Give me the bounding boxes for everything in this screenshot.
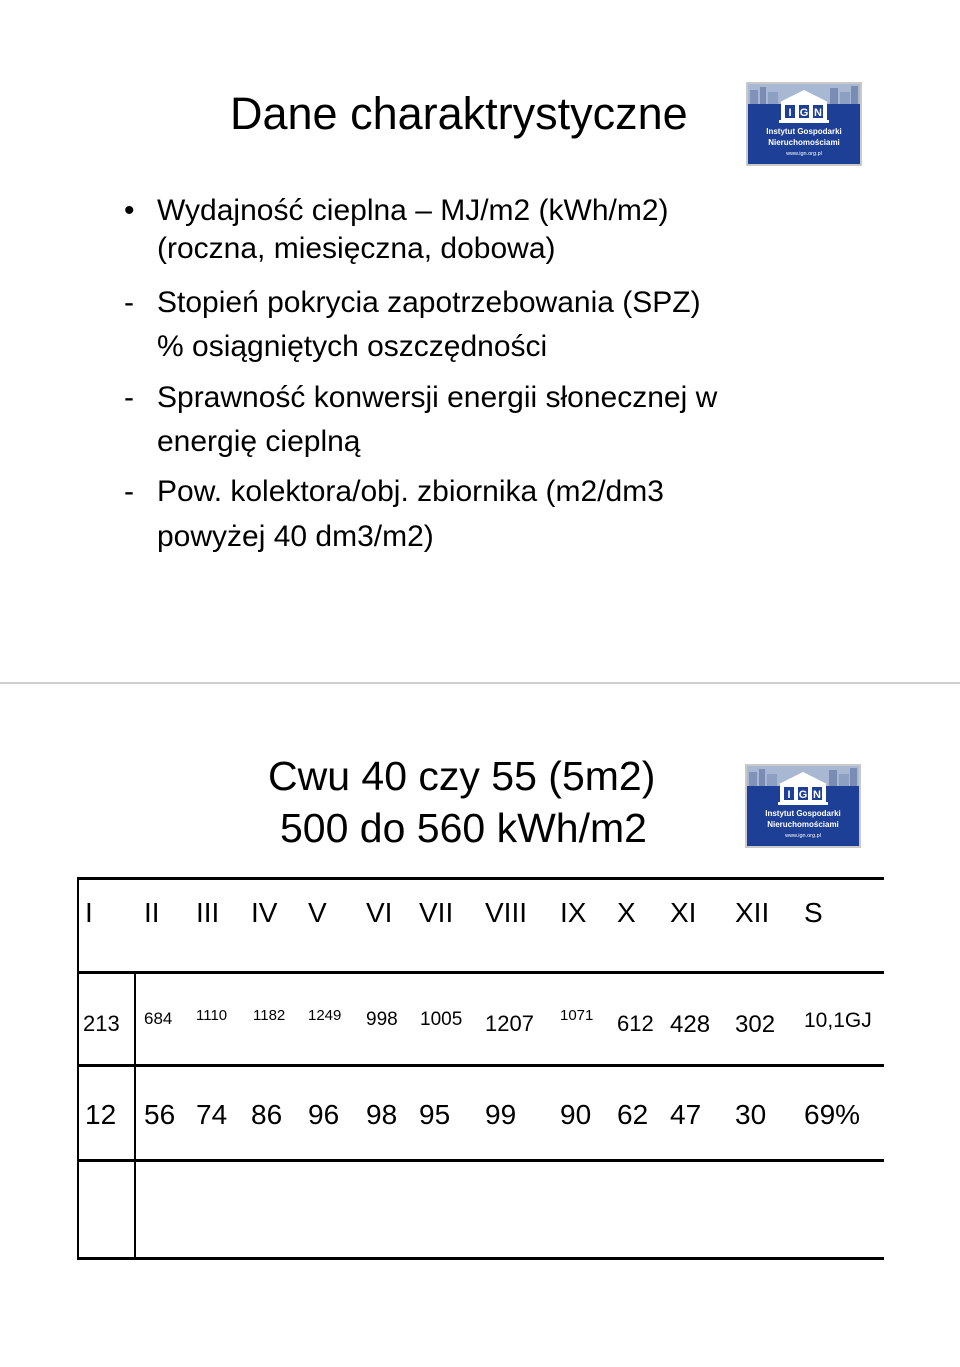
logo-line1: Instytut Gospodarki: [765, 809, 841, 818]
slide-characteristics: [0, 0, 960, 682]
bullet-text: powyżej 40 dm3/m2): [157, 520, 434, 553]
table-rule: [77, 971, 884, 974]
energy-cell: 1182: [253, 1007, 286, 1024]
percent-cell: 12: [85, 1099, 117, 1130]
energy-cell: 10,1GJ: [804, 1009, 872, 1032]
table-rule: [77, 877, 884, 880]
bullet-text: Wydajność cieplna – MJ/m2 (kWh/m2): [157, 194, 669, 227]
bullet-text: Pow. kolektora/obj. zbiornika (m2/dm3: [157, 475, 664, 508]
slide-cwu-table: [0, 684, 960, 1367]
energy-cell: 998: [366, 1009, 398, 1030]
header-cell: VI: [366, 897, 393, 928]
header-cell: XII: [735, 897, 770, 928]
logo-letter: I: [787, 789, 791, 801]
header-cell: I: [85, 897, 93, 928]
logo-letter: N: [814, 107, 822, 119]
header-cell: II: [144, 897, 160, 928]
header-cell: IV: [251, 897, 278, 928]
dash-marker: -: [124, 475, 134, 508]
data-table: [77, 877, 884, 1260]
energy-cell: 428: [670, 1011, 711, 1038]
percent-cell: 47: [670, 1099, 702, 1130]
bullet-text: energię cieplną: [157, 425, 361, 458]
table-rule: [77, 877, 79, 1260]
header-cell: S: [804, 897, 823, 928]
energy-cell: 1207: [485, 1011, 534, 1036]
energy-cell: 213: [83, 1011, 120, 1036]
logo-letter: G: [798, 789, 808, 801]
percent-cell: 90: [560, 1099, 592, 1130]
bullet-text: % osiągniętych oszczędności: [157, 330, 548, 363]
table-rule: [77, 1064, 884, 1067]
header-cell: IX: [560, 897, 587, 928]
table-rule: [134, 971, 136, 1260]
header-cell: X: [617, 897, 636, 928]
dash-marker: -: [124, 286, 134, 319]
percent-cell: 30: [735, 1099, 767, 1130]
table-rule: [77, 1257, 884, 1260]
header-cell: III: [196, 897, 220, 928]
bullet-text: Sprawność konwersji energii słonecznej w: [157, 381, 718, 414]
logo-url: www.ign.org.pl: [786, 151, 822, 157]
energy-cell: 1071: [560, 1007, 594, 1024]
header-cell: VII: [419, 897, 454, 928]
slide-title: Dane charaktrystyczne: [230, 88, 688, 139]
energy-cell: 612: [617, 1011, 654, 1036]
percent-cell: 56: [144, 1099, 176, 1130]
bullet-text: (roczna, miesięczna, dobowa): [157, 232, 556, 265]
header-cell: VIII: [485, 897, 528, 928]
logo-letter: G: [799, 107, 809, 119]
energy-cell: 1110: [196, 1007, 228, 1024]
header-cell: V: [308, 897, 327, 928]
percent-cell: 86: [251, 1099, 283, 1130]
energy-cell: 1249: [308, 1007, 342, 1024]
percent-cell: 69%: [804, 1099, 861, 1130]
ign-logo: [746, 82, 862, 166]
header-cell: XI: [670, 897, 697, 928]
energy-cell: 1005: [420, 1009, 463, 1030]
percent-cell: 99: [485, 1099, 517, 1130]
energy-cell: 302: [735, 1011, 776, 1038]
table-rule: [77, 1159, 884, 1162]
percent-cell: 62: [617, 1099, 649, 1130]
energy-cell: 684: [144, 1009, 173, 1028]
percent-cell: 95: [419, 1099, 451, 1130]
percent-cell: 96: [308, 1099, 340, 1130]
logo-url: www.ign.org.pl: [785, 833, 821, 839]
dash-marker: -: [124, 381, 134, 414]
slide-title-line1: Cwu 40 czy 55 (5m2): [268, 753, 656, 799]
ign-logo: [745, 764, 861, 848]
bullet-text: Stopień pokrycia zapotrzebowania (SPZ): [157, 286, 701, 319]
bullet-marker: •: [124, 194, 135, 227]
logo-letter: N: [813, 789, 821, 801]
logo-line1: Instytut Gospodarki: [766, 127, 842, 136]
logo-line2: Nieruchomościami: [768, 138, 840, 147]
logo-letter: I: [788, 107, 792, 119]
percent-cell: 74: [196, 1099, 228, 1130]
percent-cell: 98: [366, 1099, 398, 1130]
logo-line2: Nieruchomościami: [767, 820, 839, 829]
slide-title-line2: 500 do 560 kWh/m2: [280, 805, 647, 851]
